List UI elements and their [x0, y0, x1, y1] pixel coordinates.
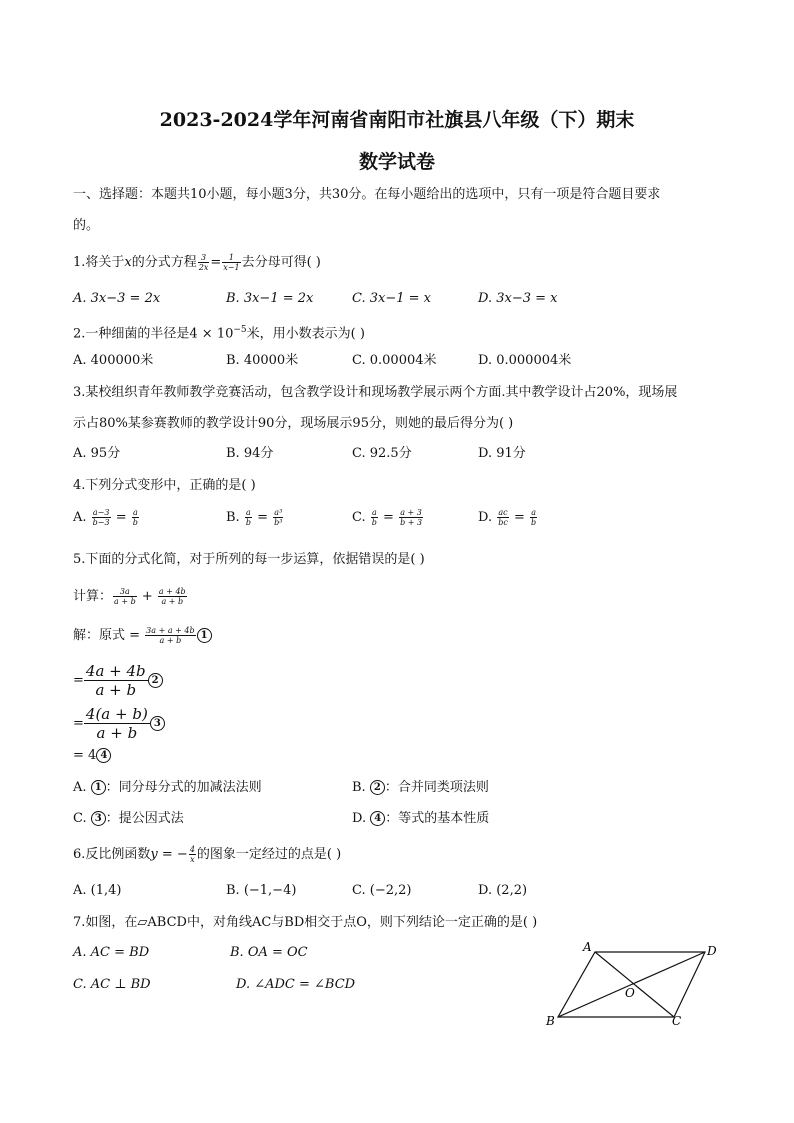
q7-option-b[interactable]: B. OA = OC: [230, 945, 308, 960]
q5-solution-step4: = 4 4: [73, 746, 111, 766]
q5-solution-step1: 解：原式 = $\frac{3a + a + 4b}{a + b}$ 1: [73, 626, 212, 646]
diagonal-ac: [595, 952, 674, 1017]
vertex-label-a: A: [583, 940, 592, 954]
q1-option-d[interactable]: D. 3x−3 = x: [478, 291, 558, 306]
q5-option-c[interactable]: C. 3 ：提公因式法: [73, 811, 184, 826]
q6-option-c[interactable]: C. (−2,2): [352, 883, 412, 898]
section-instructions-line2: 的。: [73, 218, 100, 233]
q7-option-c[interactable]: C. AC ⊥ BD: [73, 977, 151, 992]
q5-solution-step2: = $\frac{4a + 4b}{a + b}$ 2: [73, 662, 163, 699]
q3-option-c[interactable]: C. 92.5分: [352, 446, 412, 461]
q2-option-d[interactable]: D. 0.000004米: [478, 353, 572, 368]
q5-option-d[interactable]: D. 4 ：等式的基本性质: [352, 811, 490, 826]
q4-option-c[interactable]: C. $\frac{a}{b}$ = $\frac{a + 3}{b + 3}$: [352, 508, 423, 527]
question-6: 6.反比例函数y = − $\frac{4}{x}$ 的图象一定经过的点是( ): [73, 845, 342, 864]
q5-calculation: 计算： $\frac{3a}{a + b}$ + $\frac{a + 4b}{a + b}$: [73, 587, 186, 606]
question-2: 2.一种细菌的半径是$4 \times 10^{-5}$米，用小数表示为( ): [73, 325, 365, 342]
q1-option-c[interactable]: C. 3x−1 = x: [352, 291, 432, 306]
q2-option-c[interactable]: C. 0.00004米: [352, 353, 437, 368]
q5-option-b[interactable]: B. 2 ：合并同类项法则: [352, 780, 489, 795]
question-4: 4.下列分式变形中，正确的是( ): [73, 478, 256, 493]
q7-option-d[interactable]: D. ∠ADC = ∠BCD: [236, 977, 356, 992]
q1-option-a[interactable]: A. 3x−3 = 2x: [73, 291, 161, 306]
vertex-label-d: D: [707, 944, 717, 958]
q6-option-d[interactable]: D. (2,2): [478, 883, 528, 898]
section-instructions-line1: 一、选择题：本题共10小题，每小题3分，共30分。在每小题给出的选项中，只有一项是符合题目要求: [73, 187, 661, 202]
q6-option-b[interactable]: B. (−1,−4): [226, 883, 297, 898]
exam-title: 2023-2024学年河南省南阳市社旗县八年级（下）期末: [159, 109, 635, 131]
q7-option-a[interactable]: A. AC = BD: [73, 945, 150, 960]
vertex-label-o: O: [625, 986, 635, 1000]
question-5: 5.下面的分式化简，对于所列的每一步运算，依据错误的是( ): [73, 552, 425, 567]
q3-option-a[interactable]: A. 95分: [73, 446, 121, 461]
diagonal-bd: [558, 952, 705, 1017]
question-3-line2: 示占80%某参赛教师的教学设计90分，现场展示95分，则她的最后得分为( ): [73, 416, 514, 431]
vertex-label-b: B: [546, 1014, 555, 1028]
question-1: 1.将关于x的分式方程 $\frac{3}{2x}$ = $\frac{1}{x-1}$ 去分母可得( ): [73, 253, 321, 272]
q4-option-d[interactable]: D. $\frac{ac}{bc}$ = $\frac{a}{b}$: [478, 508, 537, 527]
q2-option-a[interactable]: A. 400000米: [73, 353, 154, 368]
question-7: 7.如图，在▱ABCD中，对角线AC与BD相交于点O，则下列结论一定正确的是( ): [73, 915, 538, 930]
q3-option-d[interactable]: D. 91分: [478, 446, 526, 461]
q4-option-b[interactable]: B. $\frac{a}{b}$ = $\frac{\text{a³}}{\text{b³}}$: [226, 508, 283, 527]
q5-option-a[interactable]: A. 1 ：同分母分式的加减法法则: [73, 780, 262, 795]
vertex-label-c: C: [672, 1014, 682, 1028]
q2-option-b[interactable]: B. 40000米: [226, 353, 299, 368]
q5-solution-step3: = $\frac{4(a + b)}{a + b}$ 3: [73, 705, 165, 742]
q3-option-b[interactable]: B. 94分: [226, 446, 274, 461]
exam-subtitle: 数学试卷: [358, 151, 435, 173]
parallelogram-figure: [540, 935, 730, 1035]
q4-option-a[interactable]: A. $\frac{a-3}{b-3}$ = $\frac{a}{b}$: [73, 508, 138, 527]
q1-option-b[interactable]: B. 3x−1 = 2x: [226, 291, 314, 306]
q6-option-a[interactable]: A. (1,4): [73, 883, 122, 898]
question-3-line1: 3.某校组织青年教师教学竞赛活动，包含教学设计和现场教学展示两个方面.其中教学设计占20%，现场展: [73, 385, 678, 400]
